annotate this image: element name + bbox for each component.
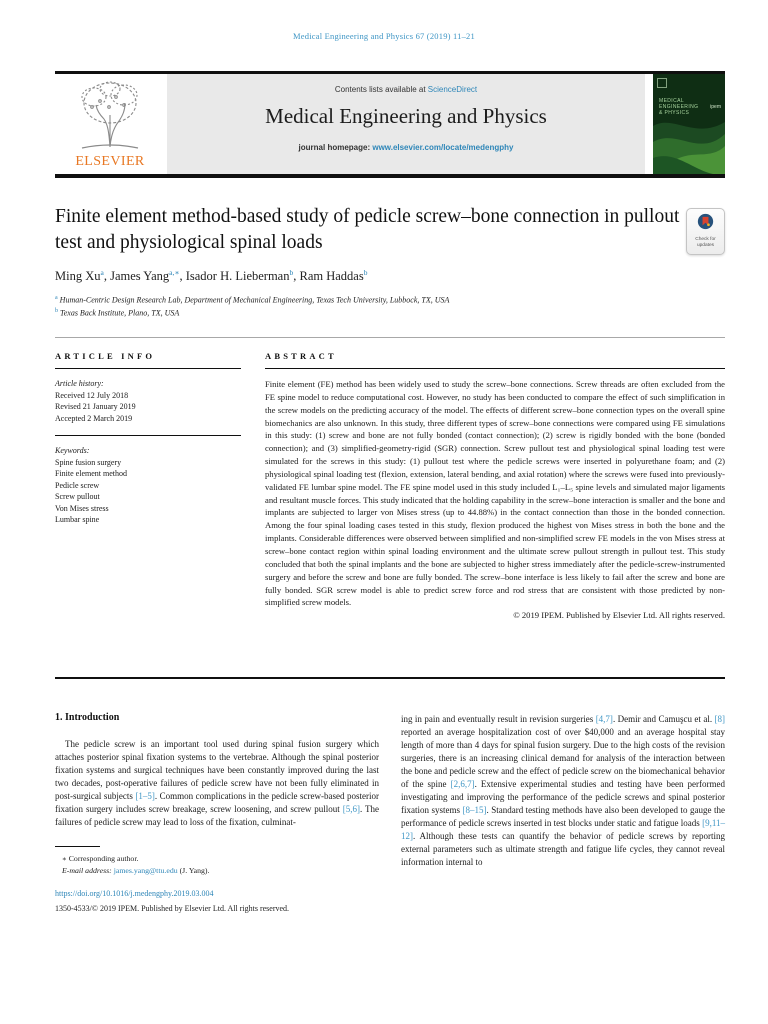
author-name: James Yang xyxy=(110,269,170,284)
header-bottom-rule xyxy=(55,174,725,178)
keyword-item: Lumbar spine xyxy=(55,515,100,524)
heading-rule xyxy=(265,368,725,369)
paragraph-text: . Standard testing methods have also been developed to gauge the performance of pedicle screws inserted in test blocks under static and fatigue loads xyxy=(401,805,725,828)
doi-link[interactable]: https://doi.org/10.1016/j.medengphy.2019.03.004 xyxy=(55,889,214,898)
journal-title: Medical Engineering and Physics xyxy=(265,104,547,128)
author-separator: , xyxy=(293,269,300,284)
keyword-item: Pedicle screw xyxy=(55,480,100,490)
introduction-section xyxy=(55,711,725,915)
intro-right-column xyxy=(401,713,725,915)
cover-title: MEDICAL ENGINEERING & PHYSICS xyxy=(659,98,699,116)
email-line xyxy=(55,865,379,876)
elsevier-logo[interactable] xyxy=(55,74,165,174)
homepage-label: journal homepage: xyxy=(298,143,371,152)
title-block xyxy=(55,204,725,318)
paragraph-text: ing in pain and eventually result in revision surgeries xyxy=(401,714,596,724)
check-for-updates-badge[interactable] xyxy=(686,208,725,255)
heading-rule xyxy=(55,368,241,369)
citation-link[interactable]: [8–15] xyxy=(462,805,487,815)
author-separator: , xyxy=(179,269,186,284)
cover-ipem-logo-icon xyxy=(657,78,667,88)
keywords-label: Keywords: xyxy=(55,446,90,455)
header-box xyxy=(167,74,645,174)
affiliation: $^a$ Human-Centric Design Research Lab, Department of Mechanical Engineering, Texas Tech University, Lubbock, TX, USA xyxy=(55,295,450,305)
article-title: Finite element method-based study of pedicle screw–bone connection in pullout test and physiological spinal loads xyxy=(55,206,680,253)
article-history-label: Article history: xyxy=(55,379,104,388)
keyword-item: Spine fusion surgery xyxy=(55,457,122,467)
citation-link[interactable]: [8] xyxy=(714,714,725,724)
intro-left-column xyxy=(55,711,379,915)
elsevier-wordmark: ELSEVIER xyxy=(75,154,145,169)
abstract-text: Finite element (FE) method has been widely used to study the screw–bone connections. Screw threads are often excluded from the FE spine model to reduce computational cost. However, no study has been conducted to compare the effect of such simplification in the screw models on the predicting accuracy of the model. The effects of different screw–bone connection types on the overall spine biomechanics are also unknown. In this study, three different types of screw–bone connections were compared using FE simulations in this study: (1) screw and bone are not fully bonded (contact connection); (2) screw is rigidly bonded with the bone (bonded connection); and (3) simplified-geometry-rigid (SGR) connection. Screw pullout test and physiological spinal loading test were simulated for the screws in this study: (1) pullout test where the pedicle screws were inserted in polyurethane foam; and (2) physiological spinal loading test (flexion, extension, lateral bending, and axial rotation) where the screws were fused into previously-validated FE lumbar spine model. The FE spine model used in this study included L₁–L₅ spine levels and simulated major ligaments and resultant muscle forces. This study indicated that the holding capability in the screw–bone interaction is smaller and the bone and implants are subjected to larger von Mises stress (up to 44.88%) in the contact connection than those in the bonded connection. Among the four spinal loading cases tested in this study, flexion produced the highest von Mises stress in both the bone and the implants. Considerable differences were observed between simplified and non-simplified screw FE models in the von Mises stress at screw–bone contact region within spinal loading environment and the ultimate screw pullout strength in pullout test. This study concluded that both the spinal implants and the bone are subjected to higher stress immediately after the pedicle-screw-instrumented surgery and before the screw and bone are fully bonded. The screw–bone interface is less likely to fail after the screw and bone are fully bonded. SGR screw model is able to predict screw force and rod stress that are consistent with those predicted by non-simplified screw models. xyxy=(265,379,725,608)
email-label: E-mail address: xyxy=(62,866,112,875)
citation-link[interactable]: [4,7] xyxy=(595,714,613,724)
citation-link[interactable]: [2,6,7] xyxy=(450,779,475,789)
keyword-item: Screw pullout xyxy=(55,492,100,501)
crossmark-icon xyxy=(697,217,714,234)
authors-line xyxy=(55,268,725,284)
author-sup[interactable]: b xyxy=(289,268,294,277)
author-separator: , xyxy=(103,269,111,284)
keywords-rule xyxy=(55,435,241,436)
author-name: Ming Xu xyxy=(55,269,101,284)
intro-paragraph xyxy=(55,738,379,829)
issn-copyright-line: 1350-4533/© 2019 IPEM. Published by Elsevier Ltd. All rights reserved. xyxy=(55,904,290,913)
section-divider xyxy=(55,337,725,338)
corresponding-author-note: ∗ Corresponding author. xyxy=(62,854,139,863)
article-info-heading: ARTICLE INFO xyxy=(55,351,156,361)
affiliation: $^b$ Texas Back Institute, Plano, TX, USA xyxy=(55,307,180,318)
cover-waves-graphic xyxy=(653,74,725,174)
article-info-column xyxy=(55,351,241,620)
running-head: Medical Engineering and Physics 67 (2019) 11–21 xyxy=(293,31,475,41)
paragraph-text: . Extensive experimental studies and testing have been performed investigating and improving the performance of the pedicle screws and spinal posterior fixation systems xyxy=(401,779,726,815)
author-sup[interactable]: a,∗ xyxy=(169,268,180,277)
badge-label: Check for updates xyxy=(695,237,716,248)
homepage-link[interactable]: www.elsevier.com/locate/medengphy xyxy=(372,143,514,152)
footnote-block xyxy=(55,846,379,915)
paragraph-text: . The failures of pedicle screw may lead to loss of the fixation, culminat- xyxy=(55,804,379,827)
copyright-line: © 2019 IPEM. Published by Elsevier Ltd. All rights reserved. xyxy=(513,610,725,621)
keyword-item: Von Mises stress xyxy=(55,503,109,513)
paragraph-text: . Common complications in the pedicle screw-based posterior fixation surgery includes screw breakage, screw loosening, and screw pullout xyxy=(55,791,379,814)
paragraph-text: . Demir and Camuşcu et al. xyxy=(612,714,715,724)
sciencedirect-link[interactable]: ScienceDirect xyxy=(427,85,478,94)
body-divider xyxy=(55,677,725,679)
abstract-column xyxy=(265,351,725,620)
paragraph-text: . Although these tests can quantify the behavior of pedicle screws by reporting external parameters such as ultimate strength and fatigue life cycles, they cannot reveal information internal to xyxy=(401,831,725,867)
contents-lists-text: Contents lists available at xyxy=(334,85,426,94)
info-abstract-section xyxy=(55,351,725,620)
email-tail: (J. Yang). xyxy=(179,866,210,875)
journal-cover[interactable] xyxy=(653,74,725,174)
author-name: Ram Haddas xyxy=(299,269,364,284)
abstract-heading: ABSTRACT xyxy=(265,351,337,361)
citation-link[interactable]: [9,11–12] xyxy=(401,818,725,841)
paragraph-text: The pedicle screw is an important tool used during spinal fusion surgery which attaches posterior spinal fixation systems to the vertebrae. Although the spinal posterior fixation systems and surgical techniques have been constantly improved during the last two decades, post-operative failures of pedicle screw have not been fully eliminated in post-surgical subjects xyxy=(55,739,379,801)
affiliations xyxy=(55,293,725,318)
history-item: Received 12 July 2018 xyxy=(55,390,129,400)
journal-header xyxy=(55,71,725,178)
paragraph-text: reported an average hospitalization cost of over $40,000 and an average hospital stay length of more than 4 days for spinal fusion surgery. Due to the high costs of the revision surgeries, there is an increasing clinical demand for analysis of the interaction between the bone and pedicle screw and the effect of pedicle screw on the biomechanical behavior of the spine xyxy=(401,727,725,789)
author-sup[interactable]: b xyxy=(363,268,368,277)
intro-heading: 1. Introduction xyxy=(55,712,120,723)
citation-link[interactable]: [1–5] xyxy=(135,791,155,801)
intro-paragraph xyxy=(401,713,725,869)
author-name: Isador H. Lieberman xyxy=(185,269,290,284)
history-item: Revised 21 January 2019 xyxy=(55,402,136,411)
citation-link[interactable]: [5,6] xyxy=(342,804,360,814)
email-link[interactable]: james.yang@ttu.edu xyxy=(113,866,178,875)
keyword-item: Finite element method xyxy=(55,469,127,478)
elsevier-tree-icon xyxy=(64,138,156,155)
author-sup[interactable]: a xyxy=(100,268,104,277)
history-item: Accepted 2 March 2019 xyxy=(55,413,133,423)
footnote-rule xyxy=(55,846,100,847)
cover-brand-label: ipem xyxy=(710,104,721,110)
